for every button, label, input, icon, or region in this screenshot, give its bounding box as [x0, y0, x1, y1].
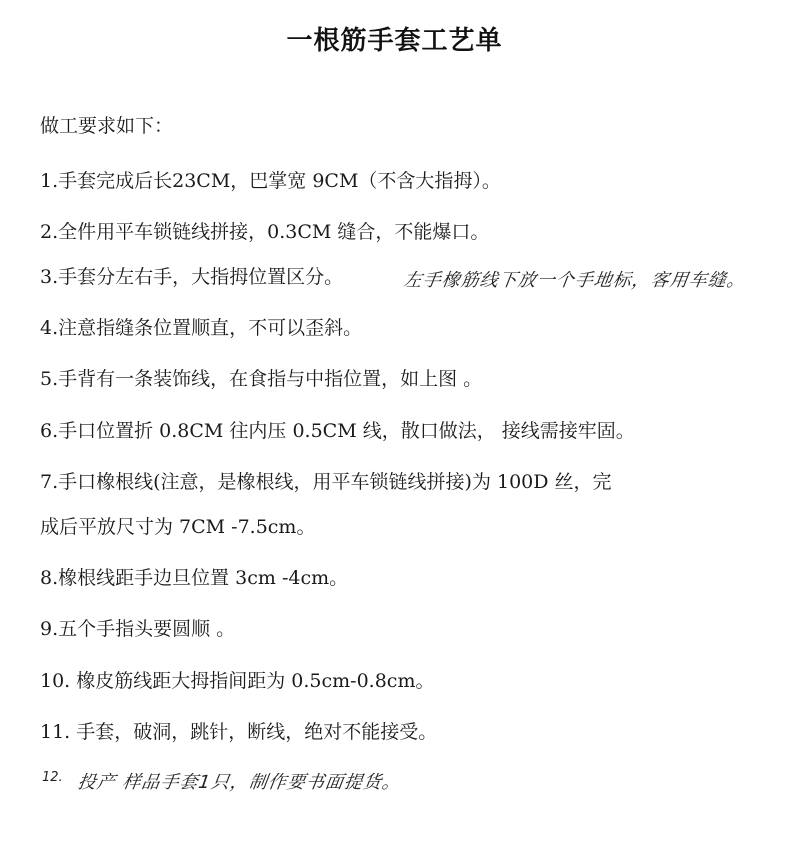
handwritten-item-12-number: 12.	[42, 770, 63, 785]
list-item-2: 2.全件用平车锁链线拼接，0.3CM 缝合，不能爆口。	[40, 221, 490, 243]
handwritten-note-item-3	[404, 266, 746, 292]
intro-line: 做工要求如下：	[40, 115, 174, 137]
list-item-1: 1.手套完成后长23CM，巴掌宽 9CM（不含大指拇）。	[40, 170, 501, 192]
list-item-7-continued: 成后平放尺寸为 7CM -7.5cm。	[40, 516, 316, 538]
list-item-4: 4.注意指缝条位置顺直，不可以歪斜。	[40, 317, 363, 339]
handwritten-item-12	[78, 768, 401, 794]
list-item-9: 9.五个手指头要圆顺 。	[40, 618, 236, 640]
list-item-8: 8.橡根线距手边旦位置 3cm -4cm。	[40, 567, 349, 589]
handwritten-item-12-text: 投产 样品手套1只，制作要书面提货。	[76, 772, 403, 793]
document-title: 一根筋手套工艺单	[286, 26, 503, 56]
list-item-3: 3.手套分左右手，大指拇位置区分。	[40, 266, 344, 288]
list-item-6: 6.手口位置折 0.8CM 往内压 0.5CM 线，散口做法， 接线需接牢固。	[40, 420, 635, 442]
list-item-11: 11. 手套，破洞，跳针，断线，绝对不能接受。	[40, 721, 438, 743]
handwritten-note-text: 左手橡筋线下放一个手地标，客用车缝。	[402, 270, 748, 291]
list-item-10: 10. 橡皮筋线距大拇指间距为 0.5cm-0.8cm。	[40, 670, 435, 692]
list-item-7: 7.手口橡根线(注意，是橡根线，用平车锁链线拼接)为 100D 丝，完	[40, 471, 612, 493]
list-item-5: 5.手背有一条装饰线，在食指与中指位置，如上图 。	[40, 368, 483, 390]
